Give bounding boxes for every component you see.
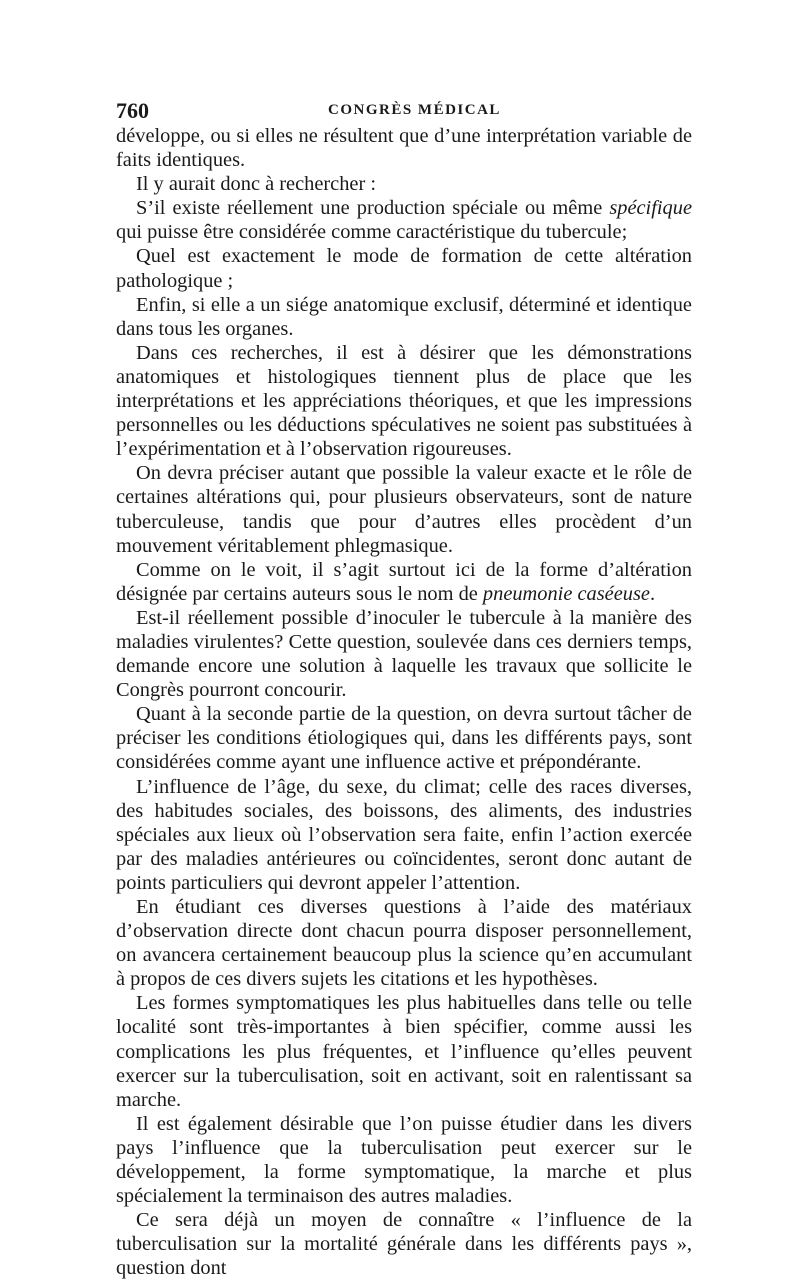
paragraph: Quant à la seconde partie de la question, on devra surtout tâcher de préciser les conditions étiologiques qui, dans les différents pays, sont considérées comme ayant une influence active et prépondérante. [116, 703, 692, 774]
paragraph: S’il existe réellement une production spéciale ou même spécifique qui puisse être considérée comme caractéristique du tubercule; [116, 197, 692, 244]
paragraph: Les formes symptomatiques les plus habituelles dans telle ou telle localité sont très-importantes à bien spécifier, comme aussi les complications les plus fréquentes, et l’influence qu’elles peuvent exercer sur la tuberculisation, soit en activant, soit en ralentissant sa marche. [116, 992, 692, 1111]
paragraph: L’influence de l’âge, du sexe, du climat; celle des races diverses, des habitudes sociales, des boissons, des aliments, des industries spéciales aux lieux où l’observation sera faite, enfin l’action exercée par des maladies antérieures ou coïncidentes, seront donc autant de points particuliers qui devront appeler l’attention. [116, 775, 692, 894]
paragraph: On devra préciser autant que possible la valeur exacte et le rôle de certaines altérations qui, pour plusieurs observateurs, sont de nature tuberculeuse, tandis que pour d’autres elles procèdent d’un mouvement véritablement phlegmasique. [116, 462, 692, 557]
paragraph: Enfin, si elle a un siége anatomique exclusif, déterminé et identique dans tous les organes. [116, 293, 692, 340]
paragraph: Est-il réellement possible d’inoculer le tubercule à la manière des maladies virulentes? Cette question, soulevée dans ces derniers temps, demande encore une solution à laquelle les travaux que sollicite le Congrès pourront concourir. [116, 606, 692, 702]
paragraph: développe, ou si elles ne résultent que d’une interprétation variable de faits identiques. [116, 125, 692, 172]
paragraph: Quel est exactement le mode de formation de cette altération pathologique ; [116, 245, 692, 292]
page-number: 760 [116, 98, 149, 123]
paragraph: En étudiant ces diverses questions à l’aide des matériaux d’observation directe dont chacun pourra disposer personnellement, on avancera certainement beaucoup plus la science qu’en accumulant à propos de ces divers sujets les citations et les hypothèses. [116, 896, 692, 991]
paragraph: Comme on le voit, il s’agit surtout ici de la forme d’altération désignée par certains auteurs sous le nom de pneumonie caséeuse. [116, 558, 692, 605]
paragraph: Il y aurait donc à rechercher : [136, 173, 377, 196]
paragraph: Ce sera déjà un moyen de connaître « l’influence de la tuberculisation sur la mortalité générale dans les différents pays », question dont [116, 1209, 692, 1280]
running-head [116, 98, 686, 126]
paragraph: Dans ces recherches, il est à désirer que les démonstrations anatomiques et histologiques tiennent plus de place que les interprétations et les appréciations théoriques, et que les impressions personnelles ou les déductions spéculatives ne soient pas substituées à l’expérimentation et à l’observation rigoureuses. [116, 341, 692, 461]
paragraph: Il est également désirable que l’on puisse étudier dans les divers pays l’influence que la tuberculisation peut exercer sur le développement, la forme symptomatique, la marche et plus spécialement la terminaison des autres maladies. [116, 1112, 692, 1208]
body-text [116, 124, 692, 1281]
running-title: CONGRÈS MÉDICAL [328, 102, 501, 118]
